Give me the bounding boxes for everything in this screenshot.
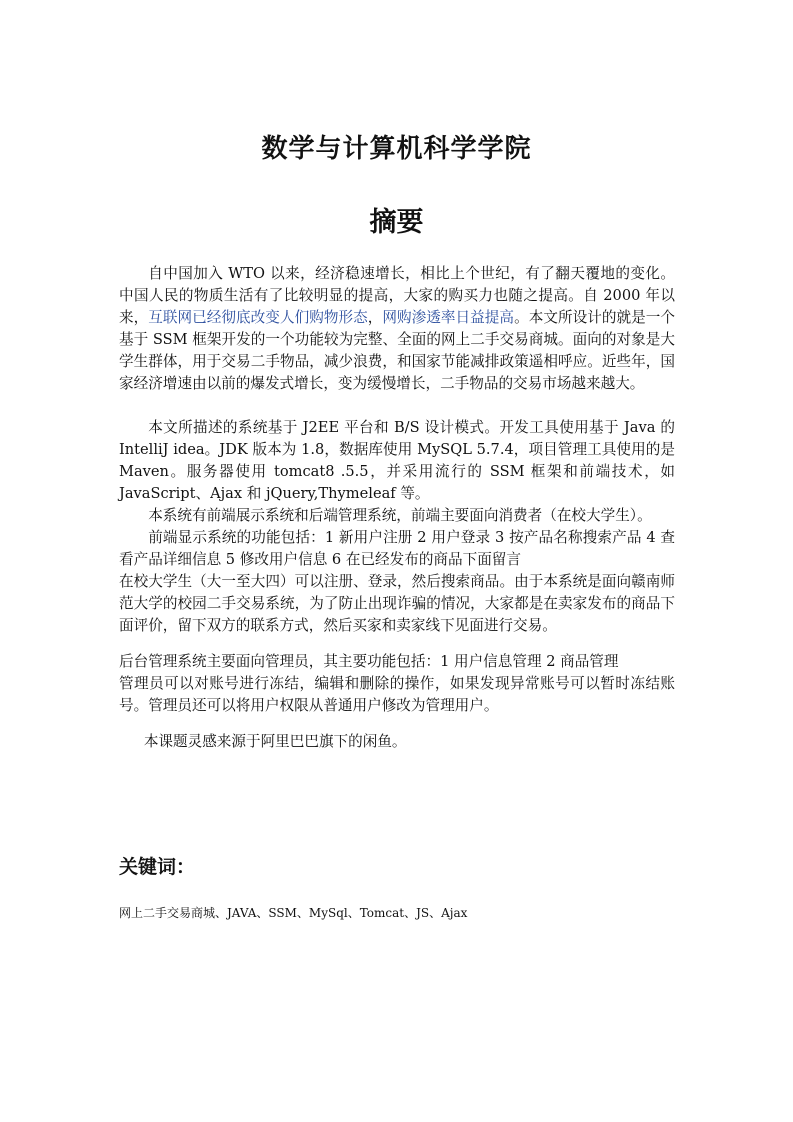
abstract-paragraph-1: 自中国加入 WTO 以来，经济稳速增长，相比上个世纪，有了翻天覆地的变化。中国人民的物质生活有了比较明显的提高，大家的购买力也随之提高。自 2000 年以来，互联网已经彻底改变人们购物形态，网购渗透率日益提高。本文所设计的就是一个基于 SSM 框架开发的一个功能较为完整、全面的网上二手交易商城。面向的对象是大学生群体，用于交易二手物品，减少浪费，和国家节能减排政策遥相呼应。近些年，国家经济增速由以前的爆发式增长，变为缓慢增长，二手物品的交易市场越来越大。 (119, 265, 675, 392)
abstract-paragraph-2: 本文所描述的系统基于 J2EE 平台和 B/S 设计模式。开发工具使用基于 Java 的 IntelliJ idea。JDK 版本为 1.8，数据库使用 MySQL 5.7.4，项目管理工具使用的是 Maven。服务器使用 tomcat8 .5.5，并采用流行的 SSM 框架和前端技术，如 JavaScript、Ajax 和 jQuery,Thymeleaf 等。 (119, 419, 675, 502)
keywords-heading: 关键词： (119, 856, 196, 878)
abstract-paragraph-5b: 管理员可以对账号进行冻结，编辑和删除的操作，如果发现异常账号可以暂时冻结账号。管理员还可以将用户权限从普通用户修改为管理用户。 (119, 675, 675, 714)
highlight-internet: 互联网已经彻底改变人们购物形态 (148, 309, 368, 326)
abstract-paragraph-4b: 在校大学生（大一至大四）可以注册、登录，然后搜索商品。由于本系统是面向赣南师范大学的校园二手交易系统，为了防止出现诈骗的情况，大家都是在卖家发布的商品下面评价，留下双方的联系方式，然后买家和卖家线下见面进行交易。 (119, 573, 675, 634)
abstract-title: 摘要 (369, 207, 424, 238)
highlight-online-shopping: 网购渗透率日益提高 (382, 309, 515, 326)
abstract-paragraph-4a: 前端显示系统的功能包括：1 新用户注册 2 用户登录 3 按产品名称搜索产品 4 查看产品详细信息 5 修改用户信息 6 在已经发布的商品下面留言 (119, 529, 675, 568)
abstract-paragraph-3: 本系统有前端展示系统和后端管理系统，前端主要面向消费者（在校大学生）。 (148, 507, 652, 524)
abstract-paragraph-6: 本课题灵感来源于阿里巴巴旗下的闲鱼。 (143, 733, 407, 750)
abstract-body (119, 263, 675, 753)
abstract-paragraph-5a: 后台管理系统主要面向管理员，其主要功能包括：1 用户信息管理 2 商品管理 (119, 653, 619, 670)
keywords-list: 网上二手交易商城、JAVA、SSM、MySql、Tomcat、JS、Ajax (119, 906, 468, 920)
school-title: 数学与计算机科学学院 (261, 134, 532, 164)
